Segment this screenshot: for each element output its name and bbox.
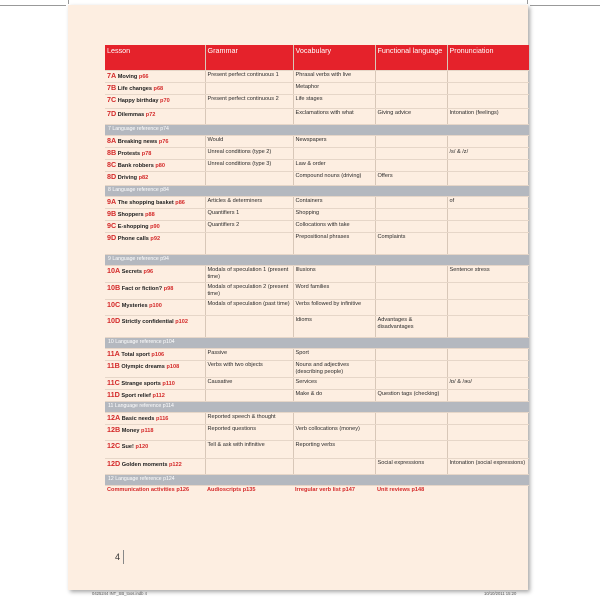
vocabulary-cell: Sport: [293, 349, 375, 361]
lesson-page: p112: [152, 393, 165, 399]
grammar-cell: Tell & ask with infinitive: [205, 441, 293, 459]
table-row: [105, 172, 529, 186]
table-row: [105, 283, 529, 300]
lesson-number: 12C: [107, 441, 121, 450]
section-row: [105, 255, 529, 266]
grammar-cell: Unreal conditions (type 3): [205, 160, 293, 172]
functional-language-cell: Social expressions: [375, 459, 447, 475]
crop-mark: [527, 0, 528, 4]
lesson-cell: [105, 441, 205, 459]
lesson-title: Life changes: [117, 86, 152, 92]
lesson-title: Basic needs: [121, 416, 155, 422]
grammar-cell: Verbs with two objects: [205, 361, 293, 378]
lesson-page: p70: [160, 98, 170, 104]
lesson-number: 10C: [107, 300, 121, 309]
lesson-cell: [105, 361, 205, 378]
crop-mark: [0, 5, 66, 6]
pronunciation-cell: of: [447, 197, 529, 209]
table-row: [105, 413, 529, 425]
lesson-cell: [105, 349, 205, 361]
functional-language-cell: [375, 221, 447, 233]
lesson-title: Bank robbers: [117, 163, 154, 169]
lesson-cell: [105, 71, 205, 83]
grammar-cell: [205, 109, 293, 125]
lesson-page: p102: [175, 319, 188, 325]
lesson-page: p86: [175, 200, 185, 206]
lesson-title: Sue!: [121, 444, 134, 450]
lesson-cell: [105, 95, 205, 109]
grammar-cell: Present perfect continuous 2: [205, 95, 293, 109]
lesson-title: Dilemmas: [117, 112, 145, 118]
contents-table: [105, 45, 529, 495]
grammar-cell: Passive: [205, 349, 293, 361]
vocabulary-cell: Word families: [293, 283, 375, 300]
pronunciation-cell: [447, 316, 529, 338]
vocabulary-cell: Shopping: [293, 209, 375, 221]
vocabulary-cell: Phrasal verbs with live: [293, 71, 375, 83]
lesson-number: 9A: [107, 197, 117, 206]
print-slug-date: 10/10/2011 15:20: [484, 591, 517, 596]
lesson-number: 12D: [107, 459, 121, 468]
functional-language-cell: Giving advice: [375, 109, 447, 125]
grammar-cell: [205, 83, 293, 95]
lesson-number: 8A: [107, 136, 117, 145]
pronunciation-cell: Sentence stress: [447, 266, 529, 283]
vocabulary-cell: Exclamations with what: [293, 109, 375, 125]
vocabulary-cell: Illusions: [293, 266, 375, 283]
pronunciation-cell: [447, 209, 529, 221]
vocabulary-cell: Idioms: [293, 316, 375, 338]
lesson-page: p118: [141, 428, 154, 434]
grammar-cell: Quantifiers 2: [205, 221, 293, 233]
grammar-cell: Modals of speculation 1 (present time): [205, 266, 293, 283]
grammar-cell: Present perfect continuous 1: [205, 71, 293, 83]
grammar-cell: [205, 316, 293, 338]
lesson-title: Sport relief: [121, 393, 151, 399]
vocabulary-cell: Verbs followed by infinitive: [293, 300, 375, 316]
functional-language-cell: [375, 197, 447, 209]
lesson-title: Breaking news: [117, 139, 158, 145]
vocabulary-cell: Collocations with take: [293, 221, 375, 233]
table-header-row: [105, 45, 529, 71]
pronunciation-cell: [447, 283, 529, 300]
lesson-page: p66: [138, 74, 149, 80]
section-row: [105, 186, 529, 197]
lesson-title: Strictly confidential: [121, 319, 174, 325]
lesson-page: p90: [150, 224, 160, 230]
pronunciation-cell: [447, 160, 529, 172]
lesson-cell: [105, 413, 205, 425]
lesson-title: Phone calls: [117, 236, 149, 242]
lesson-cell: [105, 459, 205, 475]
print-slug-file: 0425244 INT_SB_toos.indb 4: [92, 591, 147, 596]
column-header: Functional language: [375, 45, 447, 71]
lesson-title: Golden moments: [121, 462, 168, 468]
section-label: 11 Language reference p114: [105, 402, 529, 413]
lesson-page: p98: [163, 286, 174, 292]
lesson-title: Olympic dreams: [121, 364, 165, 370]
vocabulary-cell: Compound nouns (driving): [293, 172, 375, 186]
table-row: [105, 266, 529, 283]
functional-language-cell: [375, 378, 447, 390]
functional-language-cell: [375, 95, 447, 109]
table-row: [105, 349, 529, 361]
grammar-cell: Would: [205, 136, 293, 148]
table-row: [105, 425, 529, 441]
lesson-cell: [105, 316, 205, 338]
functional-language-cell: [375, 413, 447, 425]
lesson-number: 8C: [107, 160, 117, 169]
lesson-cell: [105, 221, 205, 233]
lesson-title: Driving: [117, 175, 138, 181]
table-row: [105, 361, 529, 378]
table-row: [105, 300, 529, 316]
pronunciation-cell: [447, 83, 529, 95]
vocabulary-cell: [293, 413, 375, 425]
lesson-cell: [105, 300, 205, 316]
functional-language-cell: Advantages & disadvantages: [375, 316, 447, 338]
vocabulary-cell: Metaphor: [293, 83, 375, 95]
functional-language-cell: [375, 160, 447, 172]
grammar-cell: Causative: [205, 378, 293, 390]
lesson-cell: [105, 160, 205, 172]
lesson-page: p78: [141, 151, 152, 157]
lesson-cell: [105, 83, 205, 95]
functional-language-cell: [375, 71, 447, 83]
lesson-number: 7D: [107, 109, 117, 118]
column-header: Lesson: [105, 45, 205, 71]
table-row: [105, 221, 529, 233]
lesson-cell: [105, 172, 205, 186]
pronunciation-cell: [447, 71, 529, 83]
pronunciation-cell: Intonation (feelings): [447, 109, 529, 125]
lesson-page: p96: [143, 269, 154, 275]
page-number-divider: [123, 550, 124, 564]
functional-language-cell: [375, 441, 447, 459]
grammar-cell: Reported questions: [205, 425, 293, 441]
functional-language-cell: [375, 349, 447, 361]
crop-mark: [68, 0, 69, 4]
footer-links-row: [105, 486, 529, 496]
section-label: 12 Language reference p124: [105, 475, 529, 486]
lesson-cell: [105, 425, 205, 441]
lesson-cell: [105, 390, 205, 402]
lesson-cell: [105, 266, 205, 283]
lesson-cell: [105, 136, 205, 148]
functional-language-cell: [375, 283, 447, 300]
lesson-title: Fact or fiction?: [121, 286, 163, 292]
footer-link[interactable]: Unit reviews p148: [377, 487, 425, 493]
lesson-cell: [105, 233, 205, 255]
vocabulary-cell: [293, 459, 375, 475]
lesson-page: p108: [166, 364, 180, 370]
lesson-number: 9D: [107, 233, 117, 242]
functional-language-cell: [375, 300, 447, 316]
pronunciation-cell: [447, 221, 529, 233]
lesson-page: p106: [151, 352, 165, 358]
crop-mark: [530, 5, 600, 6]
section-label: 9 Language reference p94: [105, 255, 529, 266]
table-row: [105, 197, 529, 209]
section-row: [105, 402, 529, 413]
lesson-page: p72: [145, 112, 156, 118]
lesson-number: 7B: [107, 83, 117, 92]
functional-language-cell: [375, 266, 447, 283]
pronunciation-cell: [447, 441, 529, 459]
pronunciation-cell: [447, 349, 529, 361]
lesson-cell: [105, 283, 205, 300]
section-row: [105, 125, 529, 136]
pronunciation-cell: [447, 172, 529, 186]
lesson-number: 11A: [107, 349, 120, 358]
grammar-cell: Quantifiers 1: [205, 209, 293, 221]
table-row: [105, 136, 529, 148]
lesson-number: 8B: [107, 148, 117, 157]
vocabulary-cell: Prepositional phrases: [293, 233, 375, 255]
functional-language-cell: [375, 83, 447, 95]
lesson-number: 10B: [107, 283, 121, 292]
table-row: [105, 83, 529, 95]
vocabulary-cell: Reporting verbs: [293, 441, 375, 459]
vocabulary-cell: [293, 148, 375, 160]
lesson-title: Mysteries: [121, 303, 148, 309]
grammar-cell: Articles & determiners: [205, 197, 293, 209]
lesson-cell: [105, 109, 205, 125]
vocabulary-cell: Verb collocations (money): [293, 425, 375, 441]
lesson-page: p88: [145, 212, 155, 218]
functional-language-cell: [375, 148, 447, 160]
table-row: [105, 209, 529, 221]
lesson-title: Moving: [117, 74, 138, 80]
lesson-page: p68: [153, 86, 164, 92]
grammar-cell: Modals of speculation (past time): [205, 300, 293, 316]
pronunciation-cell: [447, 413, 529, 425]
lesson-number: 10A: [107, 266, 121, 275]
footer-link[interactable]: Communication activities p126: [107, 487, 190, 493]
lesson-title: Happy birthday: [117, 98, 159, 104]
lesson-cell: [105, 148, 205, 160]
lesson-title: Total sport: [121, 352, 150, 358]
functional-language-cell: Question tags (checking): [375, 390, 447, 402]
lesson-number: 7A: [107, 71, 117, 80]
footer-link[interactable]: Audioscripts p135: [207, 487, 256, 493]
table-row: [105, 109, 529, 125]
lesson-number: 10D: [107, 316, 121, 325]
page-number: 4: [115, 552, 121, 562]
pronunciation-cell: [447, 136, 529, 148]
vocabulary-cell: Services: [293, 378, 375, 390]
grammar-cell: [205, 390, 293, 402]
column-header: Grammar: [205, 45, 293, 71]
table-row: [105, 459, 529, 475]
section-label: 8 Language reference p84: [105, 186, 529, 197]
grammar-cell: Reported speech & thought: [205, 413, 293, 425]
lesson-page: p122: [169, 462, 182, 468]
lesson-page: p76: [158, 139, 169, 145]
grammar-cell: [205, 459, 293, 475]
table-row: [105, 390, 529, 402]
vocabulary-cell: Nouns and adjectives (describing people): [293, 361, 375, 378]
vocabulary-cell: Containers: [293, 197, 375, 209]
table-body: [105, 71, 529, 496]
functional-language-cell: Offers: [375, 172, 447, 186]
pronunciation-cell: [447, 425, 529, 441]
lesson-number: 12A: [107, 413, 121, 422]
lesson-number: 8D: [107, 172, 117, 181]
pronunciation-cell: /ɒ/ & /əʊ/: [447, 378, 529, 390]
table-row: [105, 441, 529, 459]
lesson-title: Protests: [117, 151, 141, 157]
column-header: Pronunciation: [447, 45, 529, 71]
section-row: [105, 475, 529, 486]
table-row: [105, 378, 529, 390]
lesson-title: Secrets: [121, 269, 142, 275]
table-row: [105, 233, 529, 255]
lesson-title: E-shopping: [117, 224, 149, 230]
lesson-title: Shoppers: [117, 212, 144, 218]
lesson-cell: [105, 378, 205, 390]
pronunciation-cell: [447, 233, 529, 255]
functional-language-cell: [375, 361, 447, 378]
table-row: [105, 316, 529, 338]
lesson-cell: [105, 209, 205, 221]
functional-language-cell: Complaints: [375, 233, 447, 255]
pronunciation-cell: [447, 95, 529, 109]
lesson-page: p120: [135, 444, 149, 450]
vocabulary-cell: Law & order: [293, 160, 375, 172]
lesson-number: 7C: [107, 95, 117, 104]
pronunciation-cell: [447, 390, 529, 402]
vocabulary-cell: Make & do: [293, 390, 375, 402]
grammar-cell: [205, 233, 293, 255]
lesson-number: 9C: [107, 221, 117, 230]
lesson-page: p116: [155, 416, 169, 422]
pronunciation-cell: Intonation (social expressions): [447, 459, 529, 475]
grammar-cell: Modals of speculation 2 (present time): [205, 283, 293, 300]
lesson-page: p82: [138, 175, 149, 181]
section-row: [105, 338, 529, 349]
vocabulary-cell: Life stages: [293, 95, 375, 109]
lesson-number: 11D: [107, 390, 120, 399]
pronunciation-cell: [447, 361, 529, 378]
column-header: Vocabulary: [293, 45, 375, 71]
lesson-page: p92: [150, 236, 161, 242]
pronunciation-cell: /s/ & /z/: [447, 148, 529, 160]
lesson-number: 11B: [107, 361, 120, 370]
functional-language-cell: [375, 209, 447, 221]
table-row: [105, 148, 529, 160]
lesson-number: 12B: [107, 425, 121, 434]
section-label: 10 Language reference p104: [105, 338, 529, 349]
functional-language-cell: [375, 425, 447, 441]
lesson-number: 9B: [107, 209, 117, 218]
grammar-cell: [205, 172, 293, 186]
lesson-page: p80: [155, 163, 166, 169]
table-row: [105, 71, 529, 83]
vocabulary-cell: Newspapers: [293, 136, 375, 148]
lesson-page: p100: [149, 303, 162, 309]
lesson-title: Money: [121, 428, 140, 434]
grammar-cell: Unreal conditions (type 2): [205, 148, 293, 160]
lesson-title: The shopping basket: [117, 200, 174, 206]
functional-language-cell: [375, 136, 447, 148]
lesson-cell: [105, 197, 205, 209]
table-row: [105, 160, 529, 172]
pronunciation-cell: [447, 300, 529, 316]
lesson-title: Strange sports: [121, 381, 161, 387]
lesson-page: p110: [162, 381, 175, 387]
section-label: 7 Language reference p74: [105, 125, 529, 136]
lesson-number: 11C: [107, 378, 120, 387]
table-row: [105, 95, 529, 109]
footer-link[interactable]: Irregular verb list p147: [295, 487, 356, 493]
